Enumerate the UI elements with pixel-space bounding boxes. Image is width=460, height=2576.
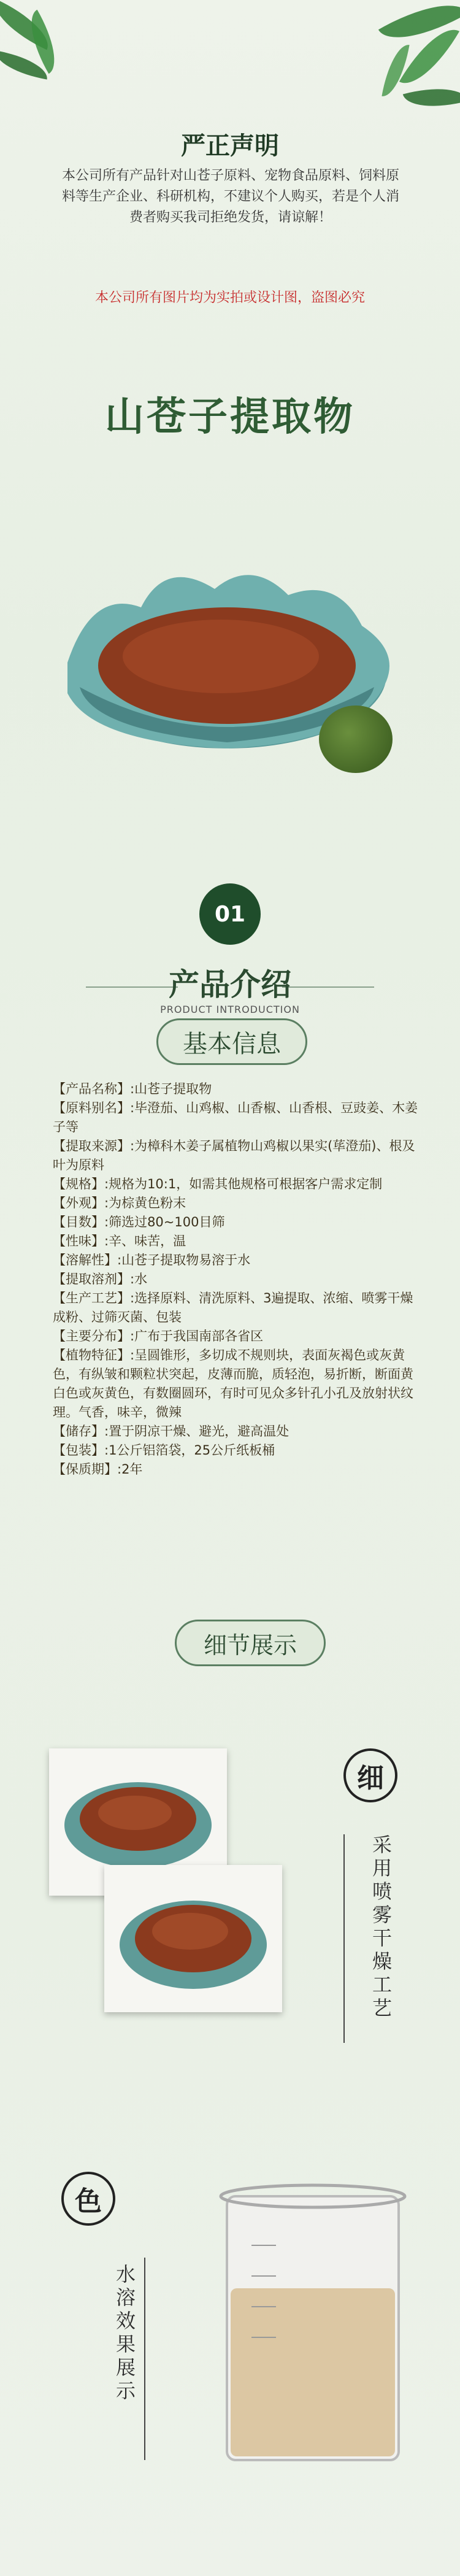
fine-caption: 采用喷雾干燥工艺 — [369, 1834, 393, 2021]
info-row: 【保质期】:2年 — [53, 1462, 143, 1477]
info-row: 【生产工艺】:选择原料、清洗原料、3遍提取、浓缩、喷雾干燥成粉、过筛灭菌、包装 — [53, 1291, 413, 1325]
fine-caption-rule — [343, 1834, 345, 2043]
info-row: 【原料别名】:毕澄茄、山鸡椒、山香椒、山香根、豆豉姜、木姜子等 — [53, 1101, 418, 1134]
basic-info-heading: 基本信息 — [156, 1018, 307, 1065]
section-subtitle: PRODUCT INTRODUCTION — [160, 1004, 300, 1015]
color-caption: 水溶效果展示 — [113, 2264, 136, 2404]
details-heading: 细节展示 — [175, 1620, 326, 1666]
statement-warning: 本公司所有图片均为实拍或设计图，盗图必究 — [94, 290, 365, 306]
beaker-image — [202, 2159, 423, 2478]
section-number: 01 — [199, 883, 261, 945]
top-right-leaves — [343, 0, 460, 141]
info-row: 【主要分布】:广布于我国南部各省区 — [53, 1329, 264, 1344]
info-row: 【包装】:1公斤铝箔袋，25公斤纸板桶 — [53, 1443, 275, 1458]
info-row: 【提取溶剂】:水 — [53, 1272, 148, 1286]
statement-paragraph: 本公司所有产品针对山苍子原料、宠物食品原料、饲料原料等生产企业、科研机构，不建议个人购买，若是个人消费者购买我司拒绝发货，请谅解！ — [61, 168, 399, 225]
detail-photo-2 — [104, 1865, 282, 2012]
badge-fine: 细 — [343, 1748, 397, 1802]
top-left-leaves — [0, 0, 98, 92]
basic-info-list — [53, 1080, 421, 1479]
info-row: 【规格】:规格为10:1，如需其他规格可根据客户需求定制 — [53, 1177, 383, 1191]
statement-title: 严正声明 — [181, 132, 279, 160]
herb-berries-image — [319, 706, 393, 773]
product-title: 山苍子提取物 — [105, 394, 355, 440]
info-row: 【目数】:筛选过80~100目筛 — [53, 1215, 225, 1229]
info-row: 【提取来源】:为樟科木姜子属植物山鸡椒以果实(荜澄茄)、根及叶为原料 — [53, 1139, 415, 1172]
info-row: 【储存】:置于阴凉干燥、避光，避高温处 — [53, 1424, 289, 1439]
info-row: 【溶解性】:山苍子提取物易溶于水 — [53, 1253, 251, 1267]
section-title: 产品介绍 — [169, 967, 291, 1002]
color-caption-rule — [144, 2258, 145, 2460]
info-row: 【植物特征】:呈圆锥形，多切成不规则块，表面灰褐色或灰黄色，有纵皱和颗粒状突起，皮薄而脆，质轻泡，易折断，断面黄白色或灰黄色，有数圈圆环，有时可见众多针孔小孔及放射状纹理。气香，味辛，微辣 — [53, 1348, 413, 1420]
badge-color: 色 — [61, 2172, 115, 2226]
info-row: 【产品名称】:山苍子提取物 — [53, 1082, 212, 1096]
info-row: 【外观】:为棕黄色粉末 — [53, 1196, 186, 1210]
info-row: 【性味】:辛、味苦，温 — [53, 1234, 186, 1248]
